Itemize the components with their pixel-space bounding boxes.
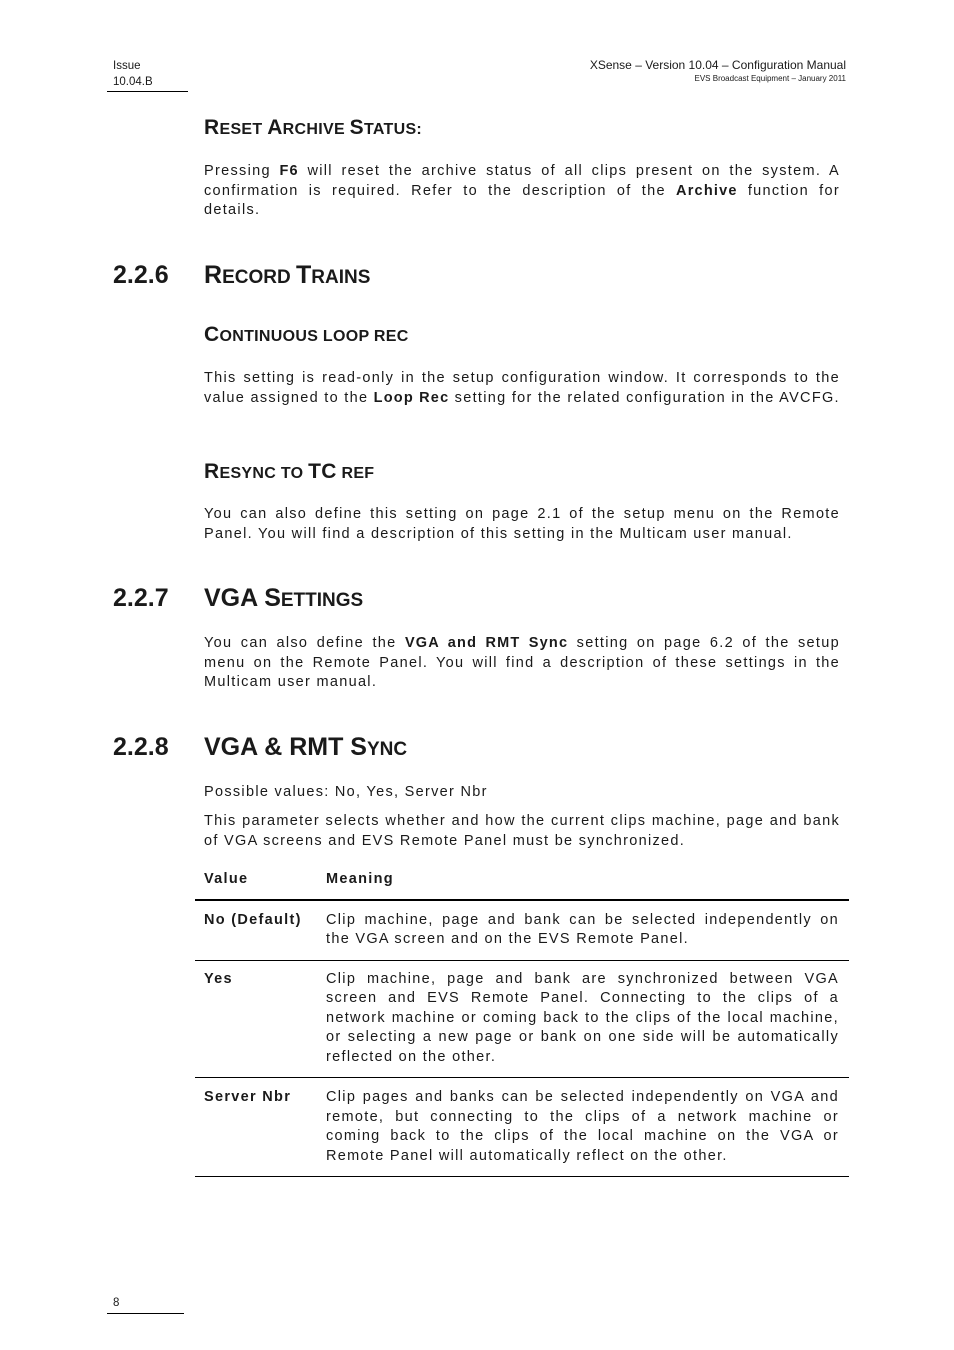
section-title: VGA & RMT SYNC <box>204 733 408 761</box>
table-row <box>195 961 849 1078</box>
column-header-value: Value <box>204 871 249 887</box>
section-title: VGA SETTINGS <box>204 584 364 612</box>
table-row <box>195 1078 849 1176</box>
table-cell-meaning: Clip machine, page and bank can be selected independently on the VGA screen and on the EVS Remote Panel. <box>326 911 839 947</box>
paragraph-loop-rec: This setting is read-only in the setup configuration window. It corresponds to the value assigned to the Loop Rec setting for the related configuration in the AVCFG. <box>204 370 840 406</box>
table-row <box>195 901 849 960</box>
heading-reset-archive-status: RESET ARCHIVE STATUS: <box>204 116 423 139</box>
table-cell-value: Server Nbr <box>204 1089 292 1105</box>
section-number: 2.2.6 <box>113 261 169 289</box>
section-number: 2.2.7 <box>113 584 169 612</box>
table-header-row <box>195 866 849 899</box>
issue-title: Issue <box>113 60 141 72</box>
heading-resync-to-tc-ref: RESYNC TO TC REF <box>204 460 375 483</box>
table-cell-value: No (Default) <box>204 911 302 928</box>
header-left-rule <box>107 91 188 92</box>
heading-vga-settings <box>0 584 954 616</box>
document-subtitle: EVS Broadcast Equipment – January 2011 <box>694 74 846 83</box>
paragraph-sync-description: This parameter selects whether and how the current clips machine, page and bank of VGA screens and EVS Remote Panel must be synchronized. <box>204 813 840 849</box>
document-title: XSense – Version 10.04 – Configuration Manual <box>589 58 846 72</box>
paragraph-resync: You can also define this setting on page 2.1 of the setup menu on the Remote Panel. You will find a description of this setting in the Multicam user manual. <box>204 506 840 542</box>
paragraph-vga-settings: You can also define the VGA and RMT Sync setting on page 6.2 of the setup menu on the Remote Panel. You will find a description of these settings in the Multicam user manual. <box>204 635 840 690</box>
issue-label <box>113 58 187 90</box>
values-table <box>195 866 849 1177</box>
paragraph-possible-values: Possible values: No, Yes, Server Nbr <box>204 784 488 800</box>
table-cell-meaning: Clip machine, page and bank are synchronized between VGA screen and EVS Remote Panel. Connecting to the clips of a network machine or coming back to the clips of the local machine, or selecting a new page or bank on one side will be automatically reflected on the other. <box>326 970 839 1065</box>
footer-rule <box>107 1313 184 1314</box>
table-cell-value: Yes <box>204 970 233 987</box>
section-number: 2.2.8 <box>113 733 169 761</box>
issue-number: 10.04.B <box>113 76 153 88</box>
section-title: RECORD TRAINS <box>204 261 371 289</box>
document-title-block <box>590 58 846 85</box>
paragraph-reset-archive: Pressing F6 will reset the archive status of all clips present on the system. A confirmation is required. Refer to the description of the Archive function for details. <box>204 163 840 218</box>
page-number: 8 <box>113 1297 120 1309</box>
table-bottom-rule <box>195 1176 849 1177</box>
heading-continuous-loop-rec: CONTINUOUS LOOP REC <box>204 323 409 346</box>
table-cell-meaning: Clip pages and banks can be selected independently on VGA and remote, but connecting to the clips of a network machine or coming back to the clips of the local machine on the VGA or Remote Panel will automatically reflect on the other. <box>326 1089 839 1164</box>
heading-record-trains <box>0 261 954 293</box>
heading-vga-rmt-sync <box>0 733 954 765</box>
column-header-meaning: Meaning <box>326 871 394 887</box>
